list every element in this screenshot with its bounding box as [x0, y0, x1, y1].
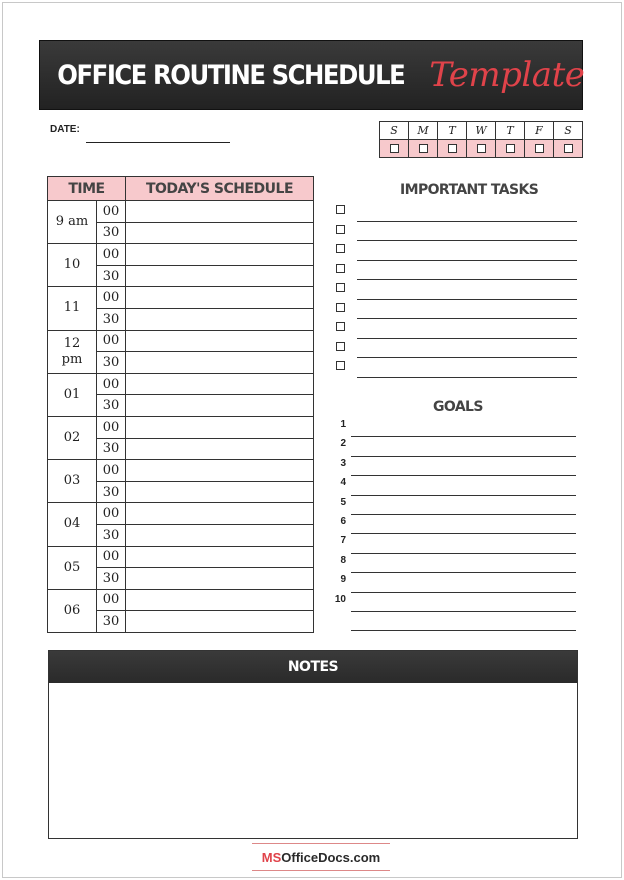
minute-label: 00 — [97, 546, 126, 568]
weekday-tracker — [379, 121, 583, 158]
notes-area[interactable] — [49, 683, 577, 838]
goal-number: 6 — [340, 516, 346, 527]
checkbox-icon[interactable] — [336, 361, 345, 370]
minute-label: 30 — [97, 611, 126, 633]
important-tasks-title: IMPORTANT TASKS — [400, 182, 539, 198]
schedule-slot[interactable] — [126, 589, 314, 611]
schedule-slot[interactable] — [126, 503, 314, 525]
checkbox-icon[interactable] — [336, 264, 345, 273]
weekday-label: M — [409, 122, 438, 140]
schedule-slot[interactable] — [126, 244, 314, 266]
schedule-slot[interactable] — [126, 308, 314, 330]
weekday-label: T — [438, 122, 467, 140]
weekday-label: T — [496, 122, 525, 140]
goal-row — [332, 457, 576, 476]
weekday-label: S — [554, 122, 583, 140]
hour-label: 9 am — [48, 201, 97, 244]
minute-label: 30 — [97, 308, 126, 330]
schedule-table — [47, 176, 314, 633]
hour-label: 10 — [48, 244, 97, 287]
hour-label: 02 — [48, 416, 97, 459]
hour-label: 05 — [48, 546, 97, 589]
goal-line[interactable] — [351, 630, 576, 631]
schedule-row — [48, 373, 314, 395]
goal-row — [332, 612, 576, 631]
weekday-label: S — [380, 122, 409, 140]
minute-label: 00 — [97, 589, 126, 611]
goal-number: 7 — [340, 535, 346, 547]
goal-row — [332, 476, 576, 495]
schedule-slot[interactable] — [126, 265, 314, 287]
goal-row — [332, 593, 576, 612]
checkbox-icon[interactable] — [336, 342, 345, 351]
weekday-checkbox-cell — [380, 140, 409, 158]
goal-number: 9 — [340, 574, 346, 586]
schedule-row — [48, 589, 314, 611]
goal-number: 3 — [340, 457, 346, 469]
schedule-slot[interactable] — [126, 438, 314, 460]
minute-label: 00 — [97, 460, 126, 482]
minute-label: 00 — [97, 287, 126, 309]
checkbox-icon[interactable] — [336, 225, 345, 234]
task-row — [336, 358, 577, 378]
weekday-checkbox-cell — [525, 140, 554, 158]
schedule-slot[interactable] — [126, 287, 314, 309]
hour-label: 12 pm — [48, 330, 97, 373]
goal-row — [332, 418, 576, 437]
minute-label: 00 — [97, 201, 126, 223]
weekday-checkbox-cell — [409, 140, 438, 158]
minute-label: 00 — [97, 503, 126, 525]
schedule-row — [48, 546, 314, 568]
checkbox-icon[interactable] — [336, 205, 345, 214]
schedule-slot[interactable] — [126, 373, 314, 395]
minute-label: 30 — [97, 568, 126, 590]
task-row — [336, 319, 577, 339]
checkbox-icon[interactable] — [506, 144, 515, 153]
schedule-slot[interactable] — [126, 611, 314, 633]
goal-number: 4 — [340, 477, 346, 489]
task-row — [336, 339, 577, 359]
checkbox-icon[interactable] — [448, 144, 457, 153]
minute-label: 00 — [97, 373, 126, 395]
schedule-row — [48, 244, 314, 266]
schedule-row — [48, 460, 314, 482]
weekday-label: F — [525, 122, 554, 140]
hour-label: 06 — [48, 589, 97, 632]
weekday-checkbox-cell — [438, 140, 467, 158]
minute-label: 30 — [97, 438, 126, 460]
goal-number: 10 — [334, 593, 346, 605]
schedule-slot[interactable] — [126, 222, 314, 244]
checkbox-icon[interactable] — [336, 303, 345, 312]
checkbox-icon[interactable] — [336, 244, 345, 253]
date-field[interactable] — [86, 142, 230, 143]
schedule-slot[interactable] — [126, 481, 314, 503]
goal-number: 2 — [340, 438, 346, 450]
checkbox-icon[interactable] — [336, 283, 345, 292]
time-header: TIME — [48, 177, 126, 201]
header-banner — [39, 40, 583, 110]
goal-row — [332, 573, 576, 592]
schedule-row — [48, 287, 314, 309]
schedule-slot[interactable] — [126, 416, 314, 438]
date-label: DATE: — [50, 124, 80, 135]
weekday-checkbox-cell — [554, 140, 583, 158]
hour-label: 03 — [48, 460, 97, 503]
minute-label: 30 — [97, 265, 126, 287]
task-line[interactable] — [357, 377, 577, 378]
goal-number: 5 — [340, 496, 346, 508]
task-row — [336, 241, 577, 261]
checkbox-icon[interactable] — [477, 144, 486, 153]
schedule-row — [48, 330, 314, 352]
schedule-slot[interactable] — [126, 352, 314, 374]
hour-label: 11 — [48, 287, 97, 330]
notes-section — [48, 650, 578, 839]
minute-label: 30 — [97, 222, 126, 244]
goal-number: 1 — [340, 419, 346, 430]
goals-title: GOALS — [433, 399, 483, 415]
minute-label: 30 — [97, 481, 126, 503]
task-row — [336, 261, 577, 281]
hour-label: 04 — [48, 503, 97, 546]
weekday-label: W — [467, 122, 496, 140]
checkbox-icon[interactable] — [419, 144, 428, 153]
checkbox-icon[interactable] — [535, 144, 544, 153]
checkbox-icon[interactable] — [564, 144, 573, 153]
task-row — [336, 300, 577, 320]
goal-row — [332, 515, 576, 534]
goal-row — [332, 534, 576, 553]
notes-title: NOTES — [49, 651, 577, 683]
schedule-slot[interactable] — [126, 201, 314, 223]
checkbox-icon[interactable] — [390, 144, 399, 153]
minute-label: 30 — [97, 524, 126, 546]
minute-label: 00 — [97, 330, 126, 352]
goal-row — [332, 554, 576, 573]
minute-label: 00 — [97, 244, 126, 266]
task-row — [336, 202, 577, 222]
goal-row — [332, 496, 576, 515]
schedule-row — [48, 416, 314, 438]
schedule-slot[interactable] — [126, 524, 314, 546]
task-row — [336, 280, 577, 300]
schedule-slot[interactable] — [126, 546, 314, 568]
goal-row — [332, 437, 576, 456]
weekday-checkbox-cell — [496, 140, 525, 158]
minute-label: 00 — [97, 416, 126, 438]
schedule-row — [48, 503, 314, 525]
schedule-slot[interactable] — [126, 395, 314, 417]
schedule-slot[interactable] — [126, 460, 314, 482]
checkbox-icon[interactable] — [336, 322, 345, 331]
schedule-slot[interactable] — [126, 330, 314, 352]
minute-label: 30 — [97, 395, 126, 417]
weekday-checkbox-cell — [467, 140, 496, 158]
task-row — [336, 222, 577, 242]
goal-number: 8 — [340, 554, 346, 566]
schedule-header: TODAY'S SCHEDULE — [126, 177, 314, 201]
header-title: OFFICE ROUTINE SCHEDULE — [56, 59, 404, 91]
hour-label: 01 — [48, 373, 97, 416]
msofficedocs-logo: MS OfficeDocs.com — [252, 843, 390, 871]
header-script-title: Template — [429, 55, 585, 95]
schedule-row — [48, 201, 314, 223]
schedule-slot[interactable] — [126, 568, 314, 590]
minute-label: 30 — [97, 352, 126, 374]
